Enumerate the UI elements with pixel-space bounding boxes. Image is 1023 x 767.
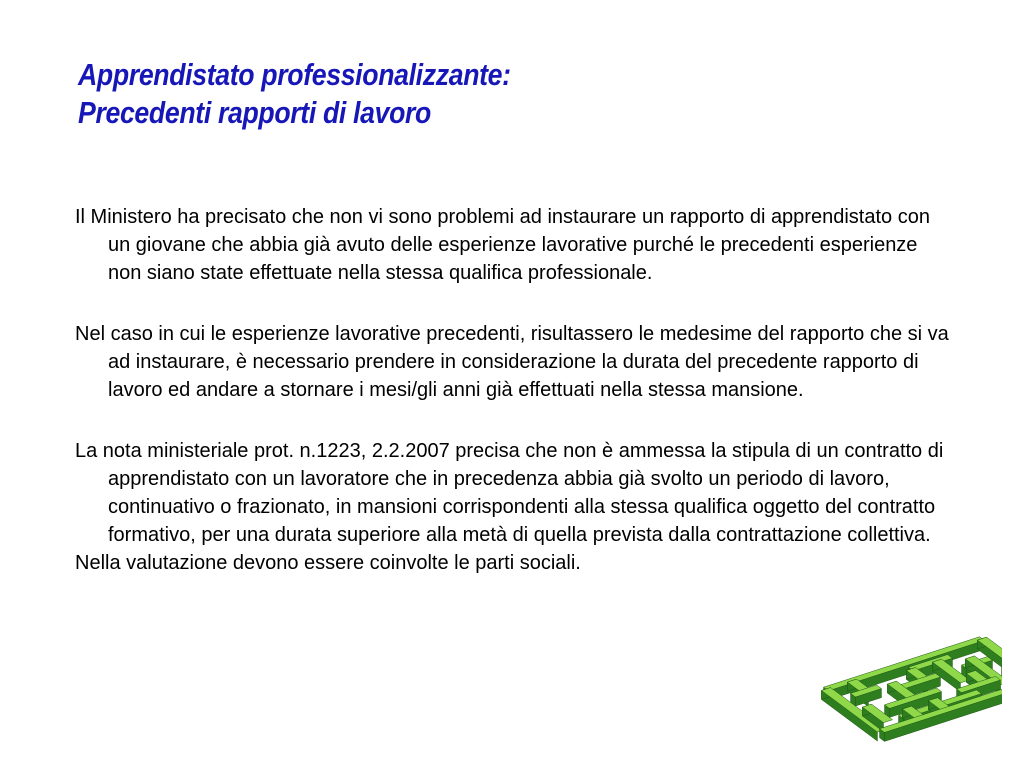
slide-body [75, 203, 955, 577]
title-line-1: Apprendistato professionalizzante: [78, 57, 511, 92]
slide-title [78, 56, 852, 132]
paragraph-esperienze: Nel caso in cui le esperienze lavorative precedenti, risultassero le medesime del rapporto che si va ad instaurare, è necessario prendere in considerazione la durata del precedente rapporto di lavoro ed andare a stornare i mesi/gli anni già effettuati nella stessa mansione. [75, 323, 949, 401]
paragraph-nota-ministeriale: La nota ministeriale prot. n.1223, 2.2.2007 precisa che non è ammessa la stipula di un contratto di apprendistato con un lavoratore che in precedenza abbia già svolto un periodo di lavoro, continuativo o frazionato, in mansioni corrispondenti alla stessa qualifica oggetto del contratto formativo, per una durata superiore alla metà di quella prevista dalla contrattazione collettiva. [75, 440, 944, 546]
paragraph-parti-sociali: Nella valutazione devono essere coinvolte le parti sociali. [75, 552, 581, 574]
paragraph-ministero: Il Ministero ha precisato che non vi sono problemi ad instaurare un rapporto di apprendistato con un giovane che abbia già avuto delle esperienze lavorative purché le precedenti esperienze non siano state effettuate nella stessa qualifica professionale. [75, 206, 930, 284]
hedge-maze-icon [806, 636, 1002, 760]
title-line-2: Precedenti rapporti di lavoro [78, 95, 431, 130]
